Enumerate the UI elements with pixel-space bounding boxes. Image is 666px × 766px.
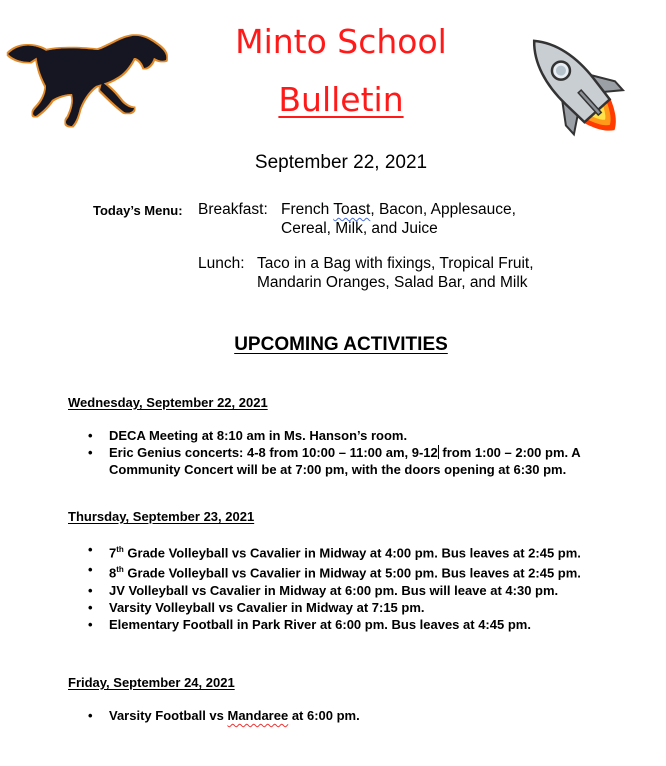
list-item: • 8th Grade Volleyball vs Cavalier in Midway at 5:00 pm. Bus leaves at 2:45 pm. [88, 561, 608, 581]
list-item: • JV Volleyball vs Cavalier in Midway at 6:00 pm. Bus will leave at 4:30 pm. [88, 582, 608, 599]
list-item: • Elementary Football in Park River at 6:00 pm. Bus leaves at 4:45 pm. [88, 616, 608, 633]
breakfast-label: Breakfast: [198, 201, 268, 218]
spellcheck-flag: Toast [333, 201, 371, 218]
day-header-wednesday: Wednesday, September 22, 2021 [68, 395, 268, 410]
list-item: • DECA Meeting at 8:10 am in Ms. Hanson’s room. [88, 427, 608, 444]
list-item: • Varsity Volleyball vs Cavalier in Midway at 7:15 pm. [88, 599, 608, 616]
thursday-list [88, 541, 608, 633]
upcoming-activities-heading: UPCOMING ACTIVITIES [234, 334, 448, 355]
bulletin-date: September 22, 2021 [254, 152, 428, 173]
title-line-1: Minto School [235, 22, 447, 61]
list-item: • Varsity Football vs Mandaree at 6:00 pm. [88, 707, 608, 724]
lunch-label: Lunch: [198, 255, 245, 272]
breakfast-line-2: Cereal, Milk, and Juice [281, 220, 438, 237]
breakfast-line-1: French Toast, Bacon, Applesauce, [281, 201, 516, 218]
menu-label: Today’s Menu: [93, 203, 183, 218]
friday-list [88, 707, 608, 724]
title-line-2: Bulletin [278, 80, 404, 119]
lunch-line-2: Mandarin Oranges, Salad Bar, and Milk [257, 274, 528, 291]
lunch-line-1: Taco in a Bag with fixings, Tropical Fruit, [257, 255, 534, 272]
day-header-thursday: Thursday, September 23, 2021 [68, 509, 255, 524]
list-item: • Eric Genius concerts: 4-8 from 10:00 – 11:00 am, 9-12 from 1:00 – 2:00 pm. A Community Concert will be at 7:00 pm, with the doors opening at 6:30 pm. [88, 444, 608, 478]
list-item: • 7th Grade Volleyball vs Cavalier in Midway at 4:00 pm. Bus leaves at 2:45 pm. [88, 541, 608, 561]
spellcheck-flag: Mandaree [227, 708, 289, 723]
wednesday-list [88, 427, 608, 478]
day-header-friday: Friday, September 24, 2021 [68, 675, 235, 690]
